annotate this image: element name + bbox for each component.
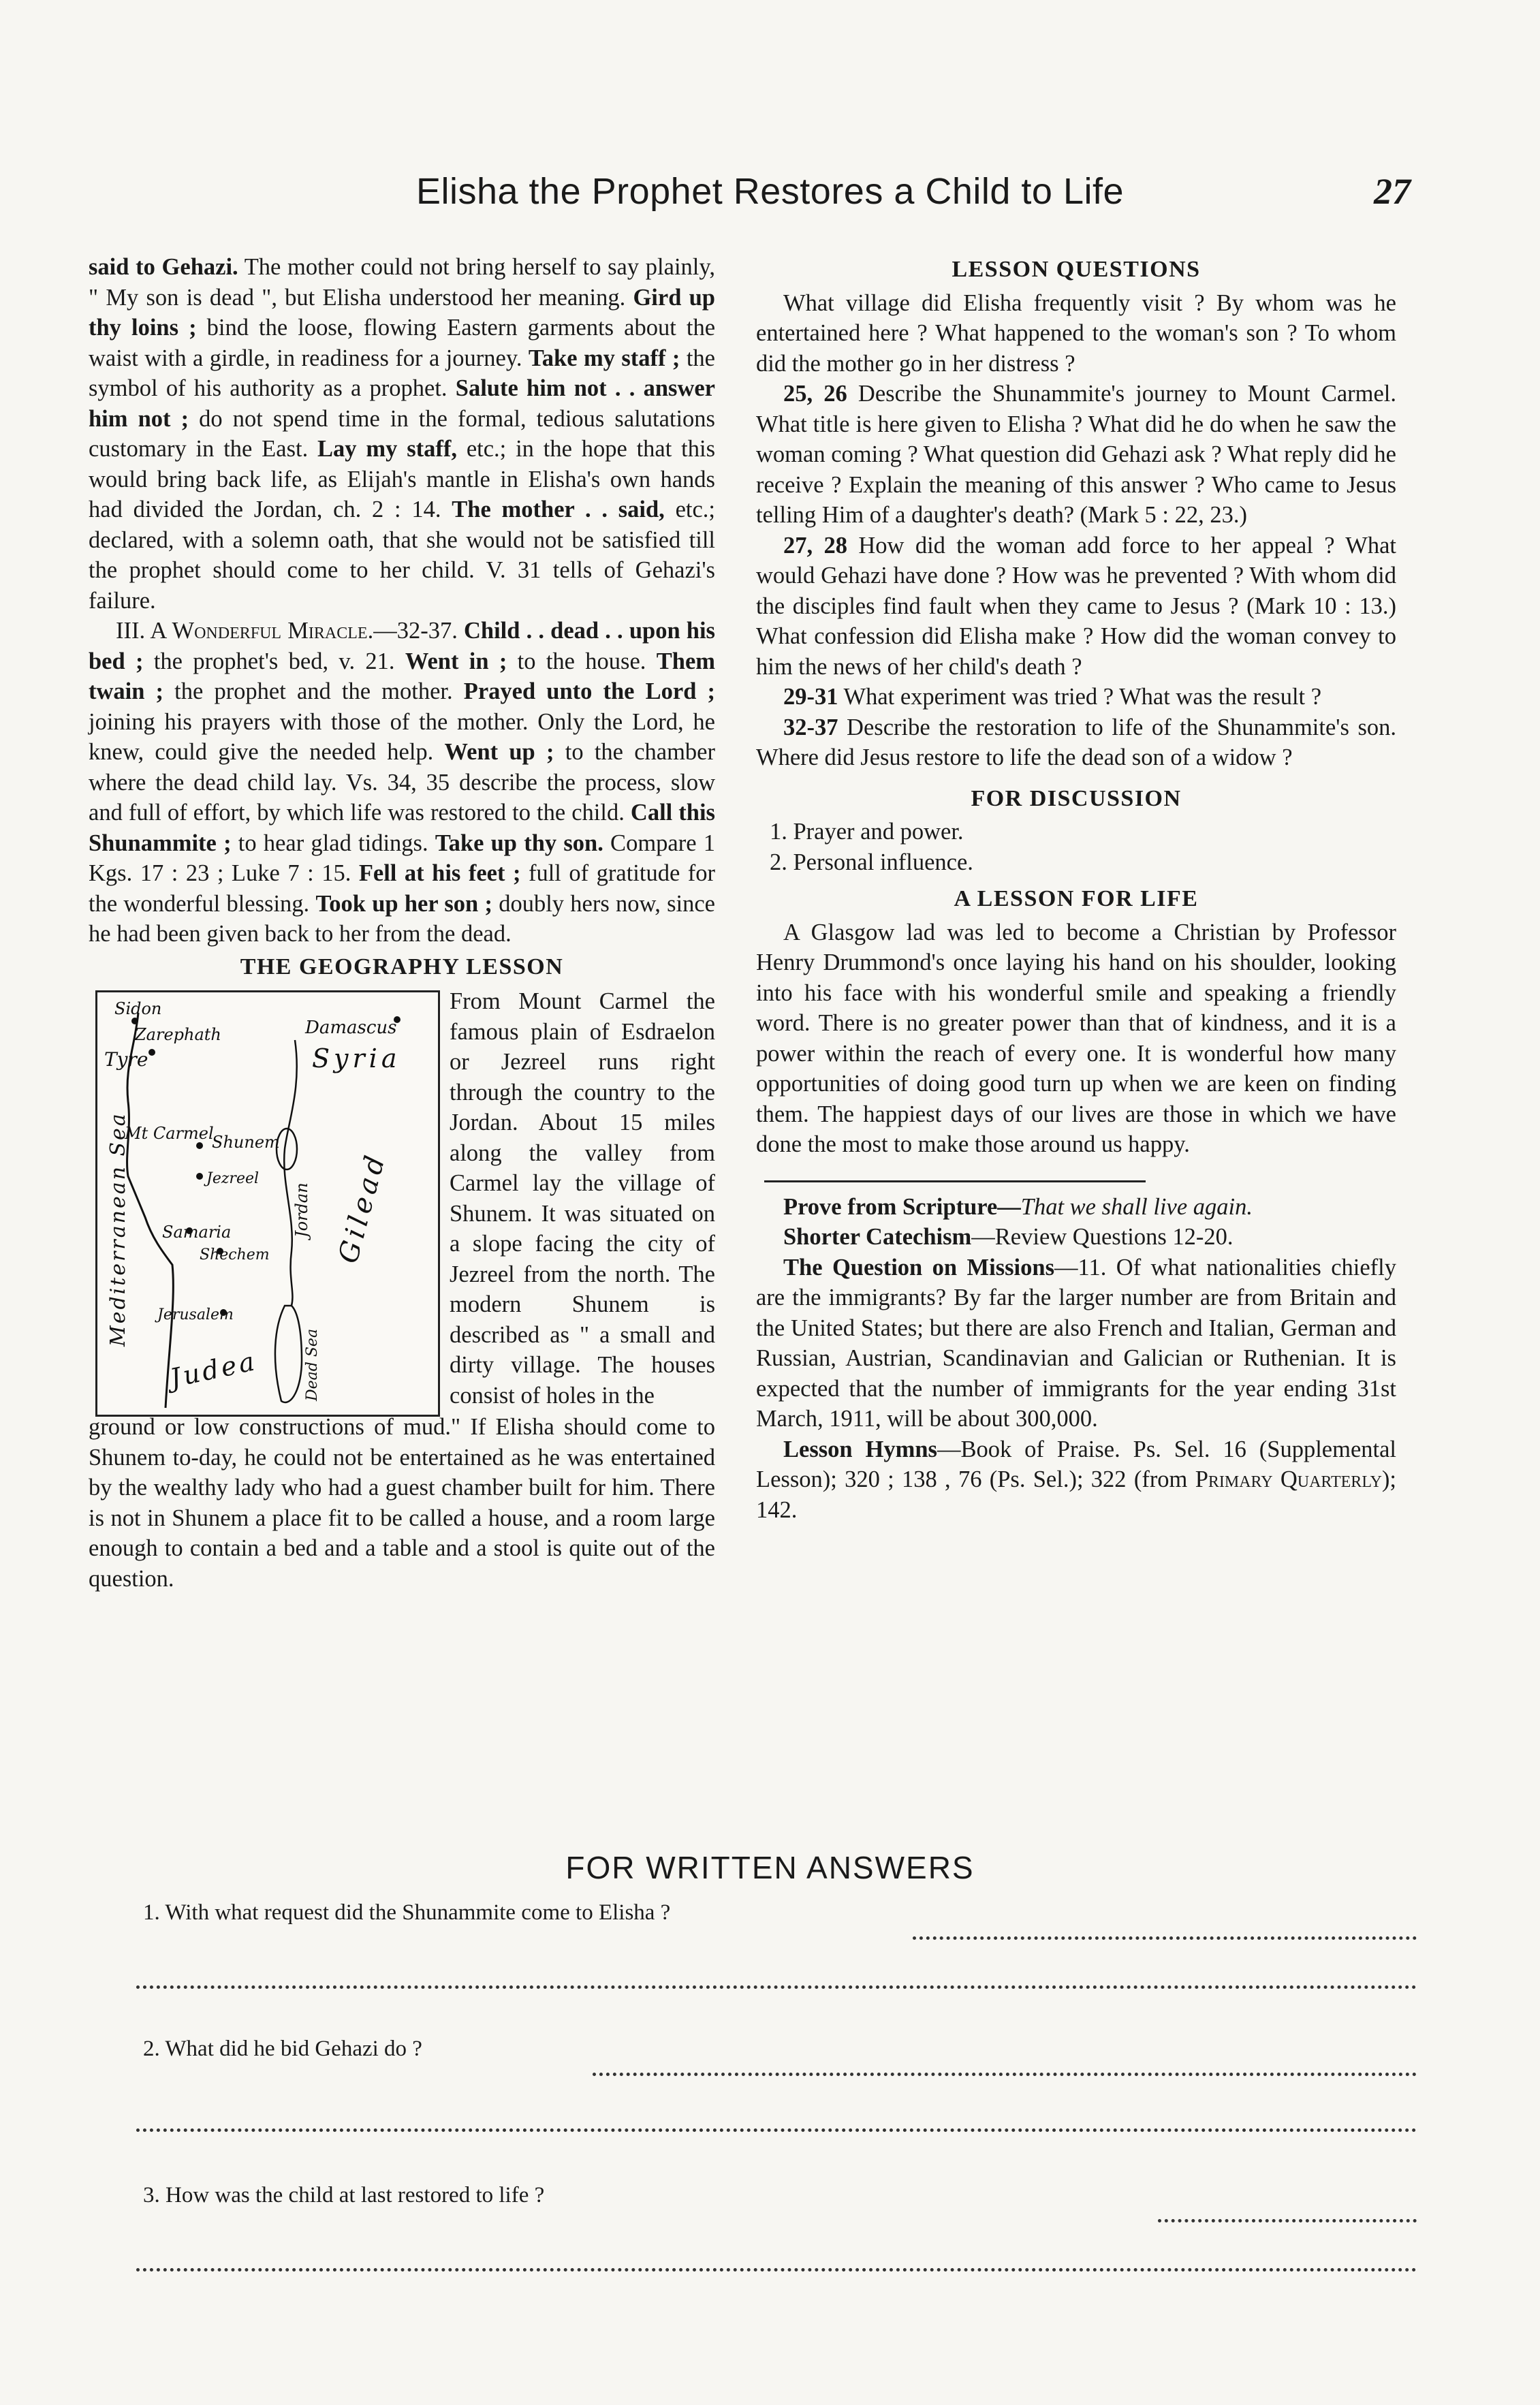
lesson-for-life-text: A Glasgow lad was led to become a Christian by Professor Henry Drummond's once laying his hand on his shoulder, looking into his face with his wonderful smile and speaking a friendly word. There is no greater power than that of kindness, and it is a power within the reach of every one. It is wonderful how many opportunities of doing good turn up when we are keen on finding them. The happiest days of our lives are those in which we have done the most to make those around us happy.	[756, 919, 1396, 1157]
text-run: doubly hers now, since he had been given back to her from the dead.	[89, 890, 715, 947]
map-label-damascus: Damascus	[305, 1018, 397, 1038]
answer-line[interactable]	[593, 2073, 1417, 2076]
small-caps-phrase: Wonderful Miracle.	[172, 618, 374, 644]
map-label-carmel: Mt Carmel	[125, 1124, 214, 1143]
hymns-source: Primary Quarterly	[1195, 1466, 1382, 1492]
shorter-catechism	[756, 1222, 1396, 1253]
bold-phrase: Child . . dead . . upon his bed ;	[89, 618, 715, 674]
bold-phrase: Them twain ;	[89, 648, 715, 704]
text-run: to hear glad tidings.	[231, 830, 435, 856]
hymns-label: Lesson Hymns	[783, 1436, 937, 1462]
question-ref: 29-31	[783, 684, 838, 710]
discussion-heading: FOR DISCUSSION	[971, 785, 1182, 811]
commentary-paragraph	[89, 252, 715, 616]
answer-line[interactable]	[1158, 2219, 1417, 2222]
prove-from-scripture	[756, 1192, 1396, 1223]
text-run: —32-37.	[373, 618, 464, 644]
question-on-missions	[756, 1253, 1396, 1434]
question-ref: 27, 28	[783, 532, 848, 559]
hymns-text-end: ); 142.	[756, 1466, 1396, 1523]
map-label-syria: Syria	[312, 1043, 401, 1073]
page-number: 27	[1374, 171, 1411, 212]
left-column	[89, 252, 715, 1594]
geography-block	[89, 986, 715, 1412]
miracle-paragraph	[89, 616, 715, 949]
bold-phrase: Took up her son ;	[315, 890, 492, 917]
question-paragraph-5	[756, 712, 1396, 773]
bold-phrase: Gird up thy loins ;	[89, 284, 715, 341]
geography-text-continued: ground or low constructions of mud." If Elisha should come to Shunem to-day, he could not be entertained as he was entertained by the wealthy lady who had a guest chamber built for him. There is not in Shunem a place fit to be called a house, and a room large enough to contain a bed and a table and a stool is quite out of the question.	[89, 1414, 715, 1592]
map-label-jezreel: Jezreel	[206, 1170, 260, 1187]
text-run: the symbol of his authority as a prophet.	[89, 345, 715, 401]
map-label-zarephath: Zarephath	[135, 1025, 221, 1044]
geography-heading: THE GEOGRAPHY LESSON	[240, 954, 564, 979]
map-label-shechem: Shechem	[200, 1246, 270, 1263]
text-run: do not spend time in the formal, tedious salutations customary in the East.	[89, 405, 715, 462]
text-run: joining his prayers with those of the mother. Only the Lord, he knew, could give the needed help.	[89, 708, 715, 765]
text-run: etc.; declared, with a solemn oath, that she would not be satisfied till the prophet should come to her child. V. 31 tells of Gehazi's failure.	[89, 497, 715, 614]
bold-phrase: Salute him not . . answer him not ;	[89, 375, 715, 432]
geography-text-side: From Mount Carmel the famous plain of Esdraelon or Jezreel runs right through the country to the Jordan. About 15 miles along the valley from Carmel lay the village of Shunem. It was situated on a slope facing the city of Jezreel from the north. The modern Shunem is described as " a small and dirty village. The houses consist of holes in the	[450, 988, 715, 1409]
text-run: to the chamber where the dead child lay. Vs. 34, 35 describe the process, slow and full of effort, by which life was restored to the child.	[89, 739, 715, 826]
text-run: to the house.	[507, 648, 657, 674]
text-run: the prophet and the mother.	[163, 678, 464, 704]
map-label-jerusalem: Jerusalem	[157, 1306, 234, 1323]
coastline	[127, 1013, 174, 1408]
question-paragraph-2	[756, 379, 1396, 531]
answer-line[interactable]	[136, 2128, 1417, 2132]
jordan-river	[284, 1040, 297, 1306]
text-run: Compare 1 Kgs. 17 : 23 ; Luke 7 : 15.	[89, 830, 715, 886]
text-run: bind the loose, flowing Eastern garments about the waist with a girdle, in readiness for a journey.	[89, 315, 716, 371]
bold-phrase: Take my staff ;	[528, 345, 680, 371]
written-answers-heading: FOR WRITTEN ANSWERS	[565, 1850, 975, 1885]
question-text: What experiment was tried ? What was the result ?	[838, 684, 1322, 710]
bold-phrase: Went up ;	[444, 739, 554, 765]
map-of-palestine	[95, 990, 440, 1417]
catechism-text: —Review Questions 12-20.	[971, 1224, 1233, 1250]
answer-line[interactable]	[913, 1936, 1417, 1940]
prove-text: That we shall live again.	[1020, 1193, 1253, 1220]
question-paragraph-3	[756, 531, 1396, 682]
divider	[764, 1180, 1146, 1182]
question-text: Describe the restoration to life of the Shunammite's son. Where did Jesus restore to life the dead son of a widow ?	[756, 714, 1396, 770]
answer-line[interactable]	[136, 1985, 1417, 1989]
missions-label: The Question on Missions	[783, 1254, 1054, 1280]
map-label-judea: Judea	[167, 1345, 260, 1394]
question-paragraph-4	[756, 682, 1396, 712]
text-run: etc.; in the hope that this would bring back life, as Elijah's mantle in Elisha's own hands had divided the Jordan, ch. 2 : 14.	[89, 436, 716, 522]
map-label-jordan: Jordan	[292, 1182, 311, 1238]
hymns-text: —Book of Praise. Ps. Sel. 16 (Supplemental Lesson); 320 ; 138 , 76 (Ps. Sel.); 322 (from	[756, 1436, 1396, 1492]
map-label-gilead: Gilead	[332, 1148, 392, 1267]
lesson-for-life-heading: A LESSON FOR LIFE	[954, 886, 1199, 911]
text-run: full of gratitude for the wonderful blessing.	[89, 860, 716, 917]
right-column	[756, 252, 1396, 1525]
map-label-mediterranean: Mediterranean Sea	[106, 1112, 130, 1347]
bold-phrase: The mother . . said,	[452, 497, 665, 522]
text-run: III. A	[116, 618, 172, 644]
missions-text: —11. Of what nationalities chiefly are the immigrants? By far the larger number are from Britain and the United States; but there are also French and Italian, German and Russian, Austrian, Scandinavian and Galician or Ruthenian. It is expected that the number of immigrants for the year ending 31st March, 1911, will be about 300,000.	[756, 1254, 1396, 1432]
text-run: the prophet's bed, v. 21.	[143, 648, 405, 674]
map-label-dead-sea: Dead Sea	[304, 1328, 321, 1401]
written-question-2: 2. What did he bid Gehazi do ?	[143, 2037, 422, 2061]
discussion-item: 1. Prayer and power.	[770, 819, 964, 845]
written-question-3: 3. How was the child at last restored to life ?	[143, 2183, 545, 2207]
written-question-1: 1. With what request did the Shunammite come to Elisha ?	[143, 1900, 671, 1925]
bold-phrase: Take up thy son.	[435, 830, 603, 856]
question-paragraph-1: What village did Elisha frequently visit ? By whom was he entertained here ? What happened to the woman's son ? To whom did the mother go in her distress ?	[756, 289, 1396, 377]
discussion-item: 2. Personal influence.	[770, 849, 973, 875]
bold-phrase: Lay my staff,	[317, 436, 457, 462]
question-text: Describe the Shunammite's journey to Mount Carmel. What title is here given to Elisha ? What did he do when he saw the woman coming ? What question did Gehazi ask ? What reply did he receive ? Explain the meaning of this answer ? Who came to Jesus telling Him of a daughter's death? (Mark 5 : 22, 23.)	[756, 381, 1397, 528]
dead-sea	[275, 1306, 302, 1402]
answer-line[interactable]	[136, 2268, 1417, 2272]
prove-label: Prove from Scripture—	[783, 1193, 1021, 1220]
catechism-label: Shorter Catechism	[783, 1224, 972, 1250]
lesson-hymns	[756, 1434, 1396, 1526]
bold-phrase: Fell at his feet ;	[358, 860, 521, 886]
bold-phrase: Prayed unto the Lord ;	[463, 678, 715, 704]
bold-phrase: Call this Shunammite ;	[89, 800, 715, 856]
text-run: The mother could not bring herself to say plainly, " My son is dead ", but Elisha understood her meaning.	[89, 254, 716, 311]
question-text: How did the woman add force to her appeal ? What would Gehazi have done ? How was he prevented ? With whom did the disciples find fault when they came to Jesus ? (Mark 10 : 13.) What confession did Elisha make ? How did the woman convey to him the news of her child's death ?	[756, 532, 1397, 680]
question-ref: 32-37	[783, 714, 838, 740]
lesson-questions-heading: LESSON QUESTIONS	[952, 257, 1201, 282]
map-label-tyre: Tyre	[104, 1048, 148, 1071]
map-label-sidon: Sidon	[114, 999, 162, 1018]
map-label-shunem: Shunem	[212, 1133, 280, 1152]
question-ref: 25, 26	[783, 381, 847, 407]
bold-phrase: Went in ;	[405, 648, 507, 674]
running-title: Elisha the Prophet Restores a Child to Life	[415, 171, 1125, 212]
bold-phrase: said to Gehazi.	[89, 254, 238, 280]
map-label-samaria: Samaria	[162, 1223, 232, 1242]
